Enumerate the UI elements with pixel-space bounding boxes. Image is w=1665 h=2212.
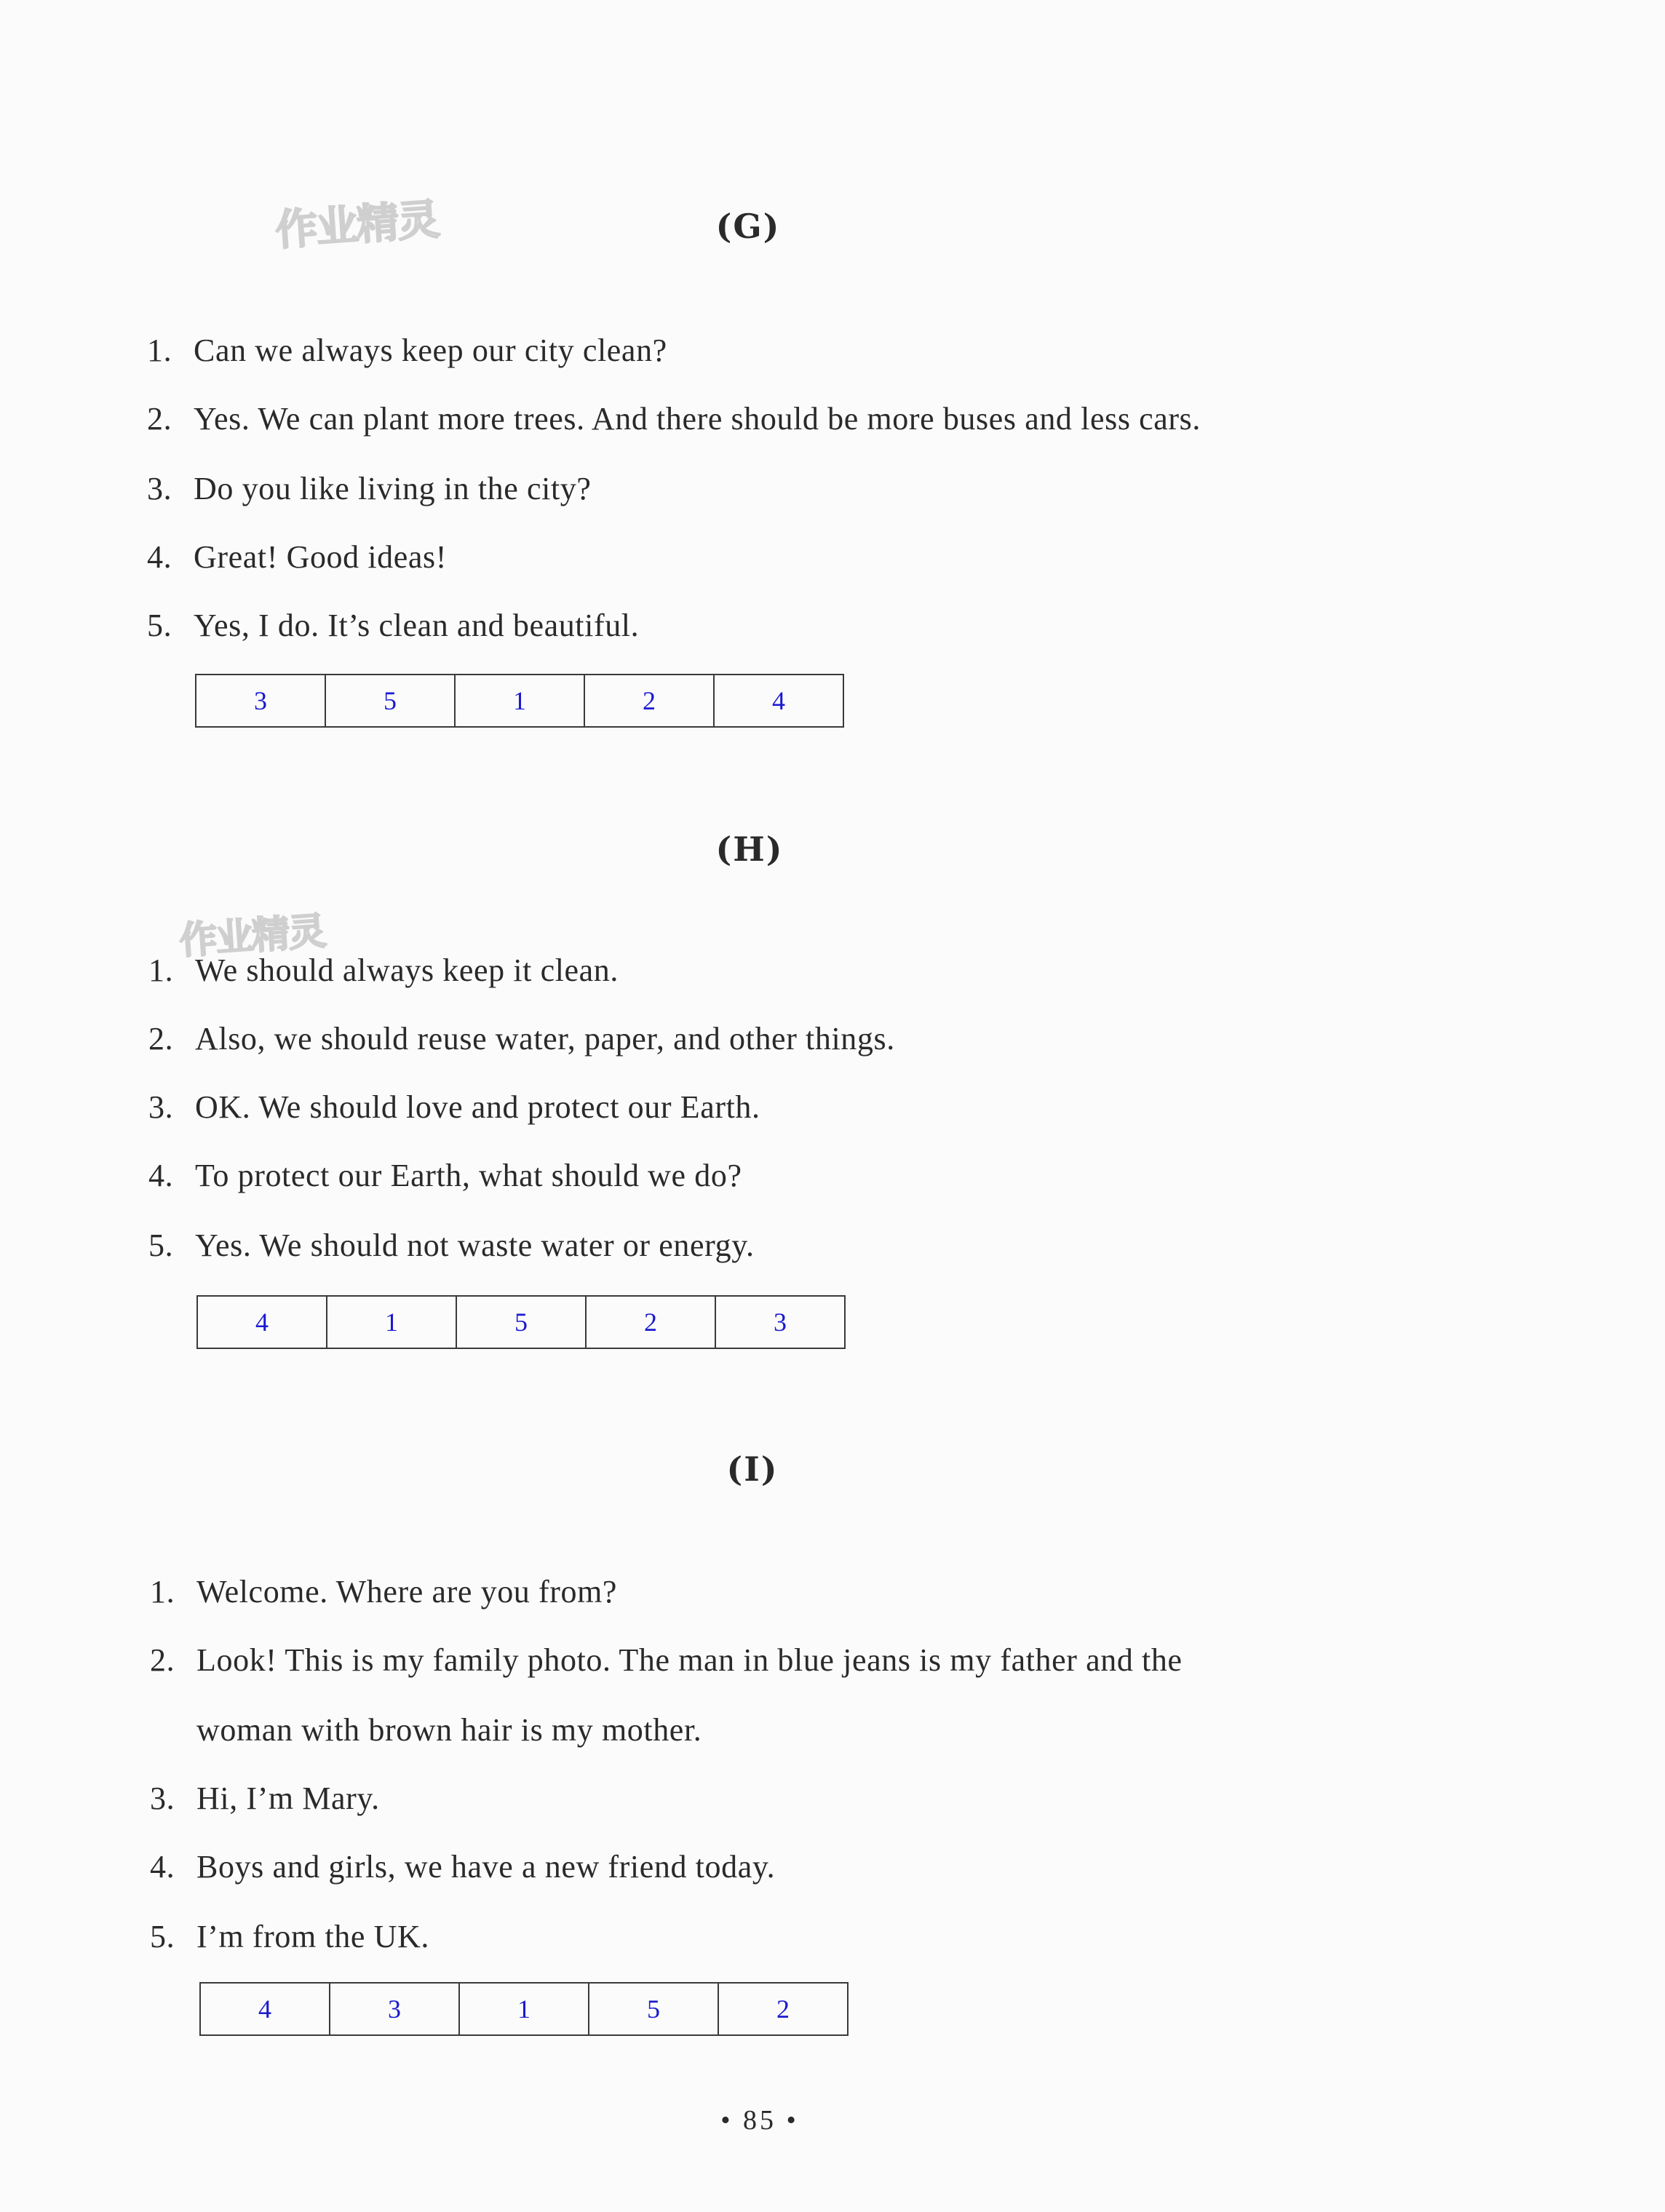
- list-item: 1. Welcome. Where are you from?: [150, 1574, 618, 1610]
- answer-cell: 5: [325, 675, 455, 727]
- answer-cell: 1: [327, 1296, 456, 1348]
- list-item: 3. Do you like living in the city?: [147, 471, 592, 506]
- list-item: 2. Look! This is my family photo. The man in blue jeans is my father and the: [150, 1642, 1183, 1678]
- list-item: 1. Can we always keep our city clean?: [147, 333, 667, 368]
- list-item: 2. Also, we should reuse water, paper, and other things.: [148, 1021, 895, 1057]
- answer-table-h: [196, 1295, 846, 1349]
- page-number: • 85 •: [720, 2105, 799, 2136]
- answer-cell: 1: [459, 1983, 589, 2035]
- answer-cell: 4: [197, 1296, 327, 1348]
- answer-cell: 4: [200, 1983, 330, 2035]
- list-item: 3. Hi, I’m Mary.: [150, 1781, 380, 1816]
- list-item: 4. To protect our Earth, what should we do?: [148, 1158, 742, 1193]
- list-item: 2. Yes. We can plant more trees. And there should be more buses and less cars.: [147, 401, 1201, 437]
- answer-cell: 3: [330, 1983, 459, 2035]
- list-item: 3. OK. We should love and protect our Earth.: [148, 1089, 760, 1125]
- answer-cell: 4: [714, 675, 843, 727]
- section-heading-g: (G): [715, 207, 781, 246]
- list-item: 4. Boys and girls, we have a new friend today.: [150, 1849, 776, 1885]
- answer-table-i: [199, 1982, 849, 2036]
- list-item-continuation: woman with brown hair is my mother.: [196, 1712, 702, 1748]
- section-heading-h: (H): [715, 830, 784, 869]
- watermark: 作业精灵: [178, 910, 327, 963]
- answer-cell: 2: [584, 675, 714, 727]
- answer-cell: 3: [715, 1296, 845, 1348]
- answer-cell: 5: [456, 1296, 586, 1348]
- answer-cell: 2: [718, 1983, 848, 2035]
- list-item: 5. Yes, I do. It’s clean and beautiful.: [147, 608, 640, 643]
- list-item: 4. Great! Good ideas!: [147, 539, 447, 575]
- answer-cell: 3: [196, 675, 325, 727]
- watermark: 作业精灵: [274, 194, 440, 255]
- list-item: 1. We should always keep it clean.: [148, 952, 619, 988]
- answer-table-g: [195, 674, 844, 728]
- answer-cell: 1: [455, 675, 584, 727]
- list-item: 5. Yes. We should not waste water or energy.: [148, 1228, 755, 1263]
- list-item: 5. I’m from the UK.: [150, 1919, 429, 1954]
- section-heading-i: (I): [726, 1449, 779, 1489]
- answer-cell: 5: [589, 1983, 718, 2035]
- answer-cell: 2: [586, 1296, 715, 1348]
